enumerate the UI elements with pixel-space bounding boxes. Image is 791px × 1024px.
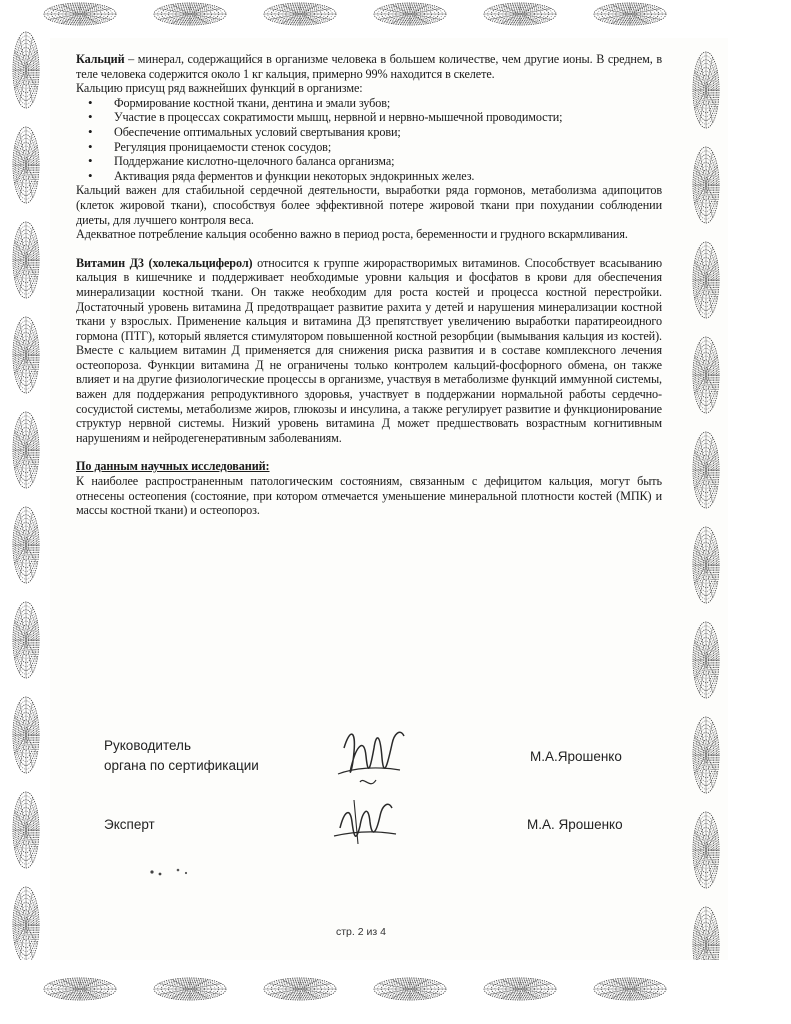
rosette-ornament — [693, 242, 719, 318]
top-rosette-border — [40, 0, 740, 42]
calcium-functions-lead: Кальцию присущ ряд важнейших функций в организме: — [76, 81, 363, 96]
border-right — [728, 0, 791, 1024]
list-item: • Участие в процессах сократимости мышц, нервной и нервно-мышечной проводимости; — [114, 110, 662, 125]
list-item: • Активация ряда ферментов и функции некоторых эндокринных желез. — [114, 169, 662, 184]
bottom-rosette-border — [40, 945, 740, 1005]
rosette-ornament — [693, 527, 719, 603]
head-signature — [330, 718, 410, 798]
right-rosette-border — [680, 30, 724, 960]
stamp-trace — [142, 856, 202, 886]
calcium-paragraph-4: Адекватное потребление кальция особенно важно в период роста, беременности и грудного вскармливания. — [76, 227, 628, 242]
research-paragraph: К наиболее распространенным патологическим состояниям, связанным с дефицитом кальция, могут быть отнесены остеопения (состояние, при котором отмечается уменьшение минеральной плотности костей (МПК) и массы костной ткани) и остеопороз. — [76, 474, 662, 518]
rosette-ornament — [13, 412, 39, 488]
vitamin-d-term: Витамин Д3 (холекальциферол) — [76, 255, 253, 270]
rosette-ornament — [693, 812, 719, 888]
head-role-line1: Руководитель — [104, 738, 191, 753]
rosette-ornament — [693, 147, 719, 223]
rosette-ornament — [44, 3, 116, 25]
calcium-paragraph-3: Кальций важен для стабильной сердечной деятельности, выработки ряда гормонов, метаболизма адипоцитов (клеток жировой ткани), способствуя более эффективной потере жировой ткани при похудании соблюдении диеты, для лучшего контроля веса. — [76, 183, 662, 227]
rosette-ornament — [693, 52, 719, 128]
vitamin-d-paragraph — [76, 256, 662, 446]
calcium-intro — [76, 52, 662, 81]
rosette-ornament — [154, 3, 226, 25]
calcium-functions-list — [76, 96, 662, 184]
head-name: М.А.Ярошенко — [530, 749, 622, 764]
rosette-ornament — [484, 3, 556, 25]
rosette-ornament — [44, 978, 116, 1000]
calcium-intro-text: – минерал, содержащийся в организме человека в большем количестве, чем другие ионы. В среднем, в теле человека содержится около 1 кг кальция, примерно 99% находится в скелете. — [76, 52, 662, 81]
research-heading: По данным научных исследований: — [76, 459, 270, 474]
list-item: • Поддержание кислотно-щелочного баланса организма; — [114, 154, 662, 169]
list-item: • Регуляция проницаемости стенок сосудов; — [114, 140, 662, 155]
rosette-ornament — [13, 507, 39, 583]
rosette-ornament — [484, 978, 556, 1000]
rosette-ornament — [693, 337, 719, 413]
rosette-ornament — [13, 127, 39, 203]
list-item: • Обеспечение оптимальных условий свертывания крови; — [114, 125, 662, 140]
rosette-ornament — [594, 3, 666, 25]
rosette-ornament — [13, 222, 39, 298]
rosette-ornament — [374, 978, 446, 1000]
rosette-ornament — [264, 3, 336, 25]
expert-signature — [330, 792, 400, 854]
expert-label: Эксперт — [104, 817, 155, 832]
page-number: стр. 2 из 4 — [336, 926, 386, 938]
rosette-ornament — [13, 317, 39, 393]
rosette-ornament — [154, 978, 226, 1000]
head-role-label — [104, 736, 259, 776]
expert-name: М.А. Ярошенко — [527, 817, 623, 832]
rosette-ornament — [13, 697, 39, 773]
left-rosette-border — [4, 30, 48, 960]
document-body — [76, 52, 662, 518]
rosette-ornament — [693, 432, 719, 508]
rosette-ornament — [693, 622, 719, 698]
calcium-term: Кальций — [76, 52, 125, 66]
rosette-ornament — [13, 32, 39, 108]
vitamin-d-text: относится к группе жирорастворимых витаминов. Способствует всасыванию кальция в кишечнике и поддерживает необходимые уровни кальция и фосфатов в крови для обеспечения минерализации костной ткани. Он также необходим для роста костей и процесса костной перестройки. Достаточный уровень витамина Д предотвращает развитие рахита у детей и нарушения минерализации костной ткани у взрослых. Применение кальция и витамина Д3 препятствует увеличению выработки паратиреоидного гормона (ПТГ), который является стимулятором повышенной костной резорбции (вымывания кальция из костей). Вместе с кальцием витамин Д применяется для снижения риска развития и в составе комплексного лечения остеопороза. Функции витамина Д не ограничены только контролем кальций-фосфорного обмена, он также влияет и на другие физиологические процессы в организме, участвуя в метаболизме функций иммунной системы, важен для поддержания репродуктивного здоровья, участвует в поддержании нормальной работы сердечно-сосудистой системы, метаболизме жиров, глюкозы и инсулина, а также регулирует развитие и функционирование структур нервной системы. Низкий уровень витамина Д может предшествовать возрастным когнитивным нарушениям и нейродегенеративным заболеваниям. — [76, 255, 663, 445]
rosette-ornament — [13, 792, 39, 868]
head-role-line2: органа по сертификации — [104, 758, 259, 773]
rosette-ornament — [13, 887, 39, 960]
rosette-ornament — [13, 602, 39, 678]
rosette-ornament — [594, 978, 666, 1000]
rosette-ornament — [264, 978, 336, 1000]
list-item: • Формирование костной ткани, дентина и эмали зубов; — [114, 96, 662, 111]
rosette-ornament — [374, 3, 446, 25]
rosette-ornament — [693, 717, 719, 793]
